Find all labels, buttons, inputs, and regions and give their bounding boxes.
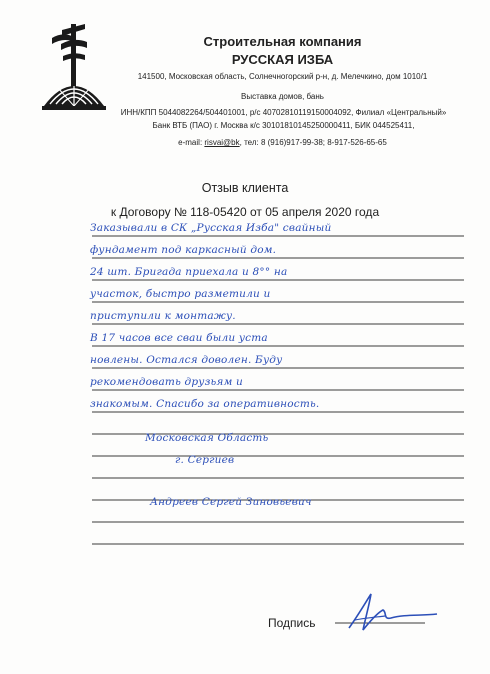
handwritten-line: новлены. Остался доволен. Буду [90, 354, 283, 366]
handwritten-name: Андреев Сергей Зиновьевич [150, 496, 312, 508]
company-name-line1: Строительная компания [203, 34, 362, 49]
company-requisites-2: Банк ВТБ (ПАО) г. Москва к/с 30101810145250000411, БИК 044525411, [152, 121, 415, 130]
company-contacts [110, 138, 455, 147]
company-name-line2: РУССКАЯ ИЗБА [231, 52, 334, 67]
handwritten-line: В 17 часов все сваи были уста [90, 332, 268, 344]
handwritten-region: Московская Область [145, 432, 269, 444]
company-requisites-1: ИНН/КПП 5044082264/504401001, р/с 40702810119150004092, Филиал «Центральный» [120, 108, 447, 117]
handwritten-line: приступили к монтажу. [90, 310, 236, 322]
contract-reference: к Договору № 118-05420 от 05 апреля 2020 года [110, 205, 380, 219]
handwritten-line: фундамент под каркасный дом. [90, 244, 277, 256]
handwritten-line: Заказывали в СК „Русская Изба" свайный [90, 222, 332, 234]
email-prefix: e-mail: [178, 138, 205, 147]
handwritten-line: 24 шт. Бригада приехала и 8°° на [90, 266, 288, 278]
handwritten-line: рекомендовать друзьям и [90, 376, 243, 388]
company-exhibition: Выставка домов, бань [241, 92, 324, 101]
handwritten-signature-icon [325, 590, 445, 635]
company-address: 141500, Московская область, Солнечногорский р-н, д. Мелечкино, дом 1010/1 [137, 72, 428, 81]
company-logo-icon [38, 20, 110, 120]
signature-label: Подпись [268, 616, 316, 630]
phones: , тел: 8 (916)917-99-38; 8-917-526-65-65 [239, 138, 387, 147]
handwritten-line: знакомым. Спасибо за оперативность. [90, 398, 320, 410]
handwritten-line: участок, быстро разметили и [90, 288, 271, 300]
handwritten-city: г. Сергиев [175, 454, 235, 466]
email-link[interactable]: risvai@bk [204, 138, 240, 147]
review-title: Отзыв клиента [201, 181, 289, 195]
